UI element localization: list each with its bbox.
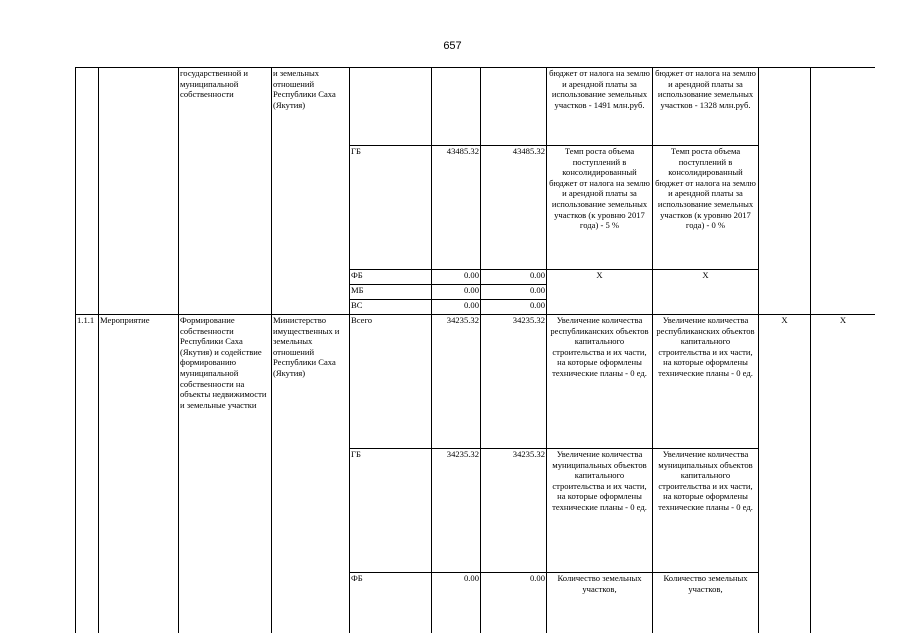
- table-row: [76, 315, 876, 449]
- value1-cell: 0.00: [432, 285, 481, 300]
- value2-cell: 0.00: [481, 270, 547, 285]
- value1-cell: 43485.32: [432, 146, 481, 270]
- indicator1-cell: Х: [547, 270, 653, 315]
- type-cell: [99, 68, 179, 315]
- value1-cell: 0.00: [432, 270, 481, 285]
- value2-cell: 0.00: [481, 285, 547, 300]
- source-cell: ГБ: [350, 449, 432, 573]
- value1-cell: 0.00: [432, 300, 481, 315]
- event-x1-cell: Х: [759, 315, 811, 633]
- indicator2-cell: Увеличение количества муниципальных объектов капитального строительства и их части, на которые оформлены технические планы - 0 ед.: [653, 449, 759, 573]
- indicator2-cell: бюджет от налога на землю и арендной платы за использование земельных участков - 1328 млн.руб.: [653, 68, 759, 146]
- table-row: [76, 68, 876, 146]
- source-cell: Всего: [350, 315, 432, 449]
- number-cell: [76, 68, 99, 315]
- program-table: [75, 67, 875, 633]
- indicator1-cell: Темп роста объема поступлений в консолидированный бюджет от налога на землю и арендной платы за использование земельных участков (к уровню 2017 года) - 5 %: [547, 146, 653, 270]
- source-cell: ГБ: [350, 146, 432, 270]
- value2-cell: 34235.32: [481, 315, 547, 449]
- source-cell: ФБ: [350, 270, 432, 285]
- indicator1-cell: бюджет от налога на землю и арендной платы за использование земельных участков - 1491 млн.руб.: [547, 68, 653, 146]
- indicator1-cell: Увеличение количества муниципальных объектов капитального строительства и их части, на которые оформлены технические планы - 0 ед.: [547, 449, 653, 573]
- measure-name-cell: государственной и муниципальной собственности: [179, 68, 272, 315]
- indicator2-cell: Увеличение количества республиканских объектов капитального строительства и их части, на которые оформлены технические планы - 0 ед.: [653, 315, 759, 449]
- x2-cell: [811, 68, 876, 315]
- event-name-cell: Формирование собственности Республики Саха (Якутия) и содействие формированию муниципальной собственности на объекты недвижимости и земельные участки: [179, 315, 272, 633]
- indicator1-cell: Количество земельных участков,: [547, 573, 653, 633]
- event-type-cell: Мероприятие: [99, 315, 179, 633]
- value1-cell: [432, 68, 481, 146]
- value2-cell: 0.00: [481, 573, 547, 633]
- event-number-cell: 1.1.1: [76, 315, 99, 633]
- source-cell: [350, 68, 432, 146]
- indicator2-cell: Х: [653, 270, 759, 315]
- source-cell: ФБ: [350, 573, 432, 633]
- executor-cell: и земельных отношений Республики Саха (Якутия): [272, 68, 350, 315]
- program-table-wrapper: [75, 67, 875, 640]
- source-cell: МБ: [350, 285, 432, 300]
- indicator1-cell: Увеличение количества республиканских объектов капитального строительства и их части, на которые оформлены технические планы - 0 ед.: [547, 315, 653, 449]
- value2-cell: 0.00: [481, 300, 547, 315]
- x1-cell: [759, 68, 811, 315]
- value2-cell: 43485.32: [481, 146, 547, 270]
- event-x2-cell: Х: [811, 315, 876, 633]
- indicator2-cell: Темп роста объема поступлений в консолидированный бюджет от налога на землю и арендной платы за использование земельных участков (к уровню 2017 года) - 0 %: [653, 146, 759, 270]
- value1-cell: 34235.32: [432, 315, 481, 449]
- source-cell: ВС: [350, 300, 432, 315]
- page-number: 657: [443, 40, 462, 52]
- indicator2-cell: Количество земельных участков,: [653, 573, 759, 633]
- value2-cell: 34235.32: [481, 449, 547, 573]
- event-executor-cell: Министерство имущественных и земельных отношений Республики Саха (Якутия): [272, 315, 350, 633]
- value1-cell: 34235.32: [432, 449, 481, 573]
- value1-cell: 0.00: [432, 573, 481, 633]
- value2-cell: [481, 68, 547, 146]
